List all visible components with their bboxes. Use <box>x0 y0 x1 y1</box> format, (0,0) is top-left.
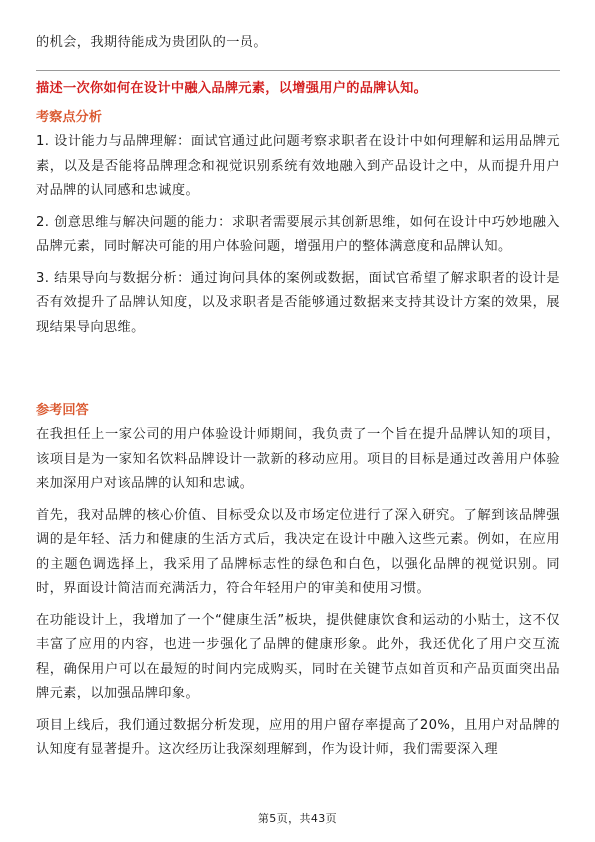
intro-text: 的机会，我期待能成为贵团队的一员。 <box>36 35 267 50</box>
analysis-item: 3. 结果导向与数据分析：通过询问具体的案例或数据，面试官希望了解求职者的设计是否有效提升了品牌认知度，以及求职者是否能够通过数据来支持其设计方案的效果，展现结果导向思维。 <box>36 270 560 335</box>
page-footer: 第5页，共43页 <box>257 812 338 825</box>
divider <box>36 70 560 71</box>
analysis-item: 1. 设计能力与品牌理解：面试官通过此问题考察求职者在设计中如何理解和运用品牌元素，以及是否能将品牌理念和视觉识别系统有效地融入到产品设计之中，从而提升用户对品牌的认同感和忠诚度。 <box>36 134 560 198</box>
answer-body <box>36 423 560 770</box>
answer-paragraph: 在功能设计上，我增加了一个“健康生活”板块，提供健康饮食和运动的小贴士，这不仅丰富了应用的内容，也进一步强化了品牌的健康形象。此外，我还优化了用户交互流程，确保用户可以在最短的时间内完成购买，同时在关键节点如首页和产品页面突出品牌元素，以加强品牌印象。 <box>36 612 560 701</box>
answer-paragraph: 首先，我对品牌的核心价值、目标受众以及市场定位进行了深入研究。了解到该品牌强调的是年轻、活力和健康的生活方式后，我决定在设计中融入这些元素。例如，在应用的主题色调选择上，我采用了品牌标志性的绿色和白色，以强化品牌的视觉识别。同时，界面设计简洁而充满活力，符合年轻用户的审美和使用习惯。 <box>36 507 560 596</box>
question-heading: 描述一次你如何在设计中融入品牌元素，以增强用户的品牌认知。 <box>36 81 428 96</box>
answer-paragraph: 项目上线后，我们通过数据分析发现，应用的用户留存率提高了20%，且用户对品牌的认知度有显著提升。这次经历让我深刻理解到，作为设计师，我们需要深入理 <box>36 717 560 757</box>
analysis-title: 考察点分析 <box>36 110 102 125</box>
analysis-list <box>36 130 560 347</box>
answer-paragraph: 在我担任上一家公司的用户体验设计师期间，我负责了一个旨在提升品牌认知的项目，该项目是为一家知名饮料品牌设计一款新的移动应用。项目的目标是通过改善用户体验来加深用户对该品牌的认知和忠诚。 <box>36 427 560 491</box>
answer-title: 参考回答 <box>36 403 89 418</box>
analysis-item: 2. 创意思维与解决问题的能力：求职者需要展示其创新思维，如何在设计中巧妙地融入品牌元素，同时解决可能的用户体验问题，增强用户的整体满意度和品牌认知。 <box>36 214 560 254</box>
